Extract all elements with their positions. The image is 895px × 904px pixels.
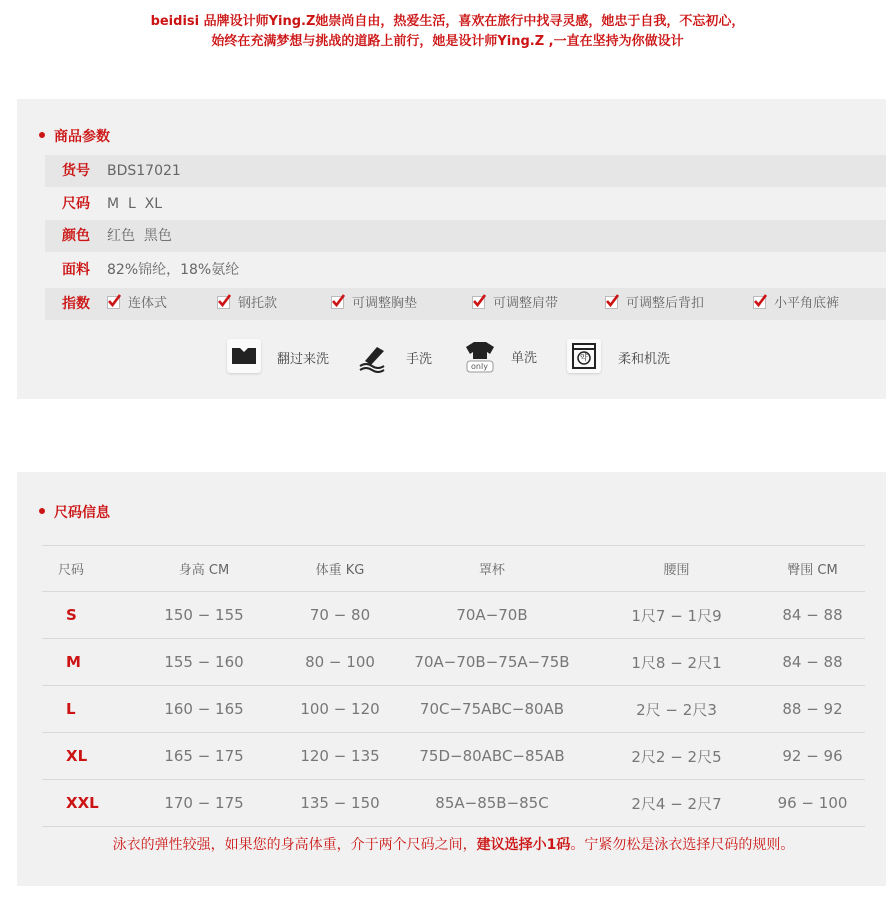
size-table [42,545,865,827]
waist-cell: 2尺4 − 2尺7 [593,780,760,827]
hip-cell: 88 − 92 [760,686,865,733]
param-label: 面料 [62,262,90,278]
waist-cell: 2尺 − 2尺3 [593,686,760,733]
note-emphasis: 建议选择小1码 [476,837,571,853]
params-section-title [39,126,110,146]
care-label: 翻过来洗 [277,352,330,367]
gentle-machine-wash-icon [567,339,601,373]
only-badge: only [471,362,488,371]
waist-cell: 1尺8 − 2尺1 [593,639,760,686]
hand-wash-icon [357,339,391,373]
bullet-icon [39,508,45,514]
table-row [42,592,865,639]
care-label: 单洗 [511,351,538,366]
header-waist: 腰围 [593,546,760,592]
param-label: 指数 [62,296,90,312]
size-cell: M [42,639,119,686]
size-advice-note [42,834,865,854]
feature-item: 可调整后背扣 [605,288,704,320]
feature-item: 钢托款 [217,288,277,320]
height-cell: 165 − 175 [119,733,289,780]
hip-cell: 96 − 100 [760,780,865,827]
param-value: M L XL [107,196,163,212]
size-cell: L [42,686,119,733]
checkbox-checked-icon [107,296,120,309]
size-cell: XL [42,733,119,780]
care-single-wash [463,339,553,375]
brand-intro-line-2: 始终在充满梦想与挑战的道路上前行，她是设计师Ying.Z ,一直在坚持为你做设计 [211,34,684,49]
params-title-text: 商品参数 [54,129,110,145]
param-label: 颜色 [62,228,90,244]
checkbox-checked-icon [217,296,230,309]
checkbox-checked-icon [605,296,618,309]
param-label: 尺码 [62,196,90,212]
weight-cell: 120 − 135 [289,733,391,780]
param-row-color [45,220,886,252]
header-hip: 臀围 CM [760,546,865,592]
brand-intro [0,12,895,52]
brand-intro-line-1: beidisi 品牌设计师Ying.Z她崇尚自由，热爱生活，喜欢在旅行中找寻灵感，她忠于自我，不忘初心， [150,14,745,29]
header-weight: 体重 KG [289,546,391,592]
table-row [42,686,865,733]
bullet-icon [39,132,45,138]
hip-cell: 92 − 96 [760,733,865,780]
gentle-badge: 약 [580,353,588,362]
height-cell: 155 − 160 [119,639,289,686]
hip-cell: 84 − 88 [760,592,865,639]
param-value: BDS17021 [107,163,181,179]
cup-cell: 75D−80ABC−85AB [391,733,593,780]
size-cell: S [42,592,119,639]
checkbox-checked-icon [753,296,766,309]
hip-cell: 84 − 88 [760,639,865,686]
care-flip-wash [227,339,347,375]
param-row-fabric [45,254,886,286]
cup-cell: 70C−75ABC−80AB [391,686,593,733]
param-row-size [45,188,886,220]
care-label: 手洗 [406,352,433,367]
header-size: 尺码 [42,546,119,592]
param-label: 货号 [62,163,90,179]
weight-cell: 135 − 150 [289,780,391,827]
size-title-text: 尺码信息 [54,505,110,521]
care-label: 柔和机洗 [618,352,671,367]
weight-cell: 80 − 100 [289,639,391,686]
feature-item: 可调整肩带 [472,288,558,320]
feature-item: 可调整胸垫 [331,288,417,320]
height-cell: 150 − 155 [119,592,289,639]
product-params-panel [17,99,886,399]
header-cup: 罩杯 [391,546,593,592]
weight-cell: 100 − 120 [289,686,391,733]
care-hand-wash [357,339,447,375]
care-gentle-machine-wash [567,339,687,375]
height-cell: 160 − 165 [119,686,289,733]
table-row [42,780,865,827]
note-text: 。宁紧勿松是泳衣选择尺码的规则。 [570,837,795,853]
height-cell: 170 − 175 [119,780,289,827]
param-value: 82%锦纶，18%氨纶 [107,262,240,278]
waist-cell: 2尺2 − 2尺5 [593,733,760,780]
feature-item: 连体式 [107,288,167,320]
cup-cell: 70A−70B [391,592,593,639]
cup-cell: 70A−70B−75A−75B [391,639,593,686]
weight-cell: 70 − 80 [289,592,391,639]
checkbox-checked-icon [472,296,485,309]
table-row [42,733,865,780]
single-wash-icon [463,339,497,373]
size-cell: XXL [42,780,119,827]
param-value: 红色 黑色 [107,228,172,244]
table-row [42,639,865,686]
flip-wash-icon [227,339,261,373]
cup-cell: 85A−85B−85C [391,780,593,827]
size-table-header [42,546,865,592]
checkbox-checked-icon [331,296,344,309]
note-text: 泳衣的弹性较强，如果您的身高体重，介于两个尺码之间， [112,837,477,853]
param-row-sku [45,155,886,187]
param-row-features [45,288,886,320]
header-height: 身高 CM [119,546,289,592]
size-section-title [39,502,110,522]
feature-item: 小平角底裤 [753,288,839,320]
waist-cell: 1尺7 − 1尺9 [593,592,760,639]
